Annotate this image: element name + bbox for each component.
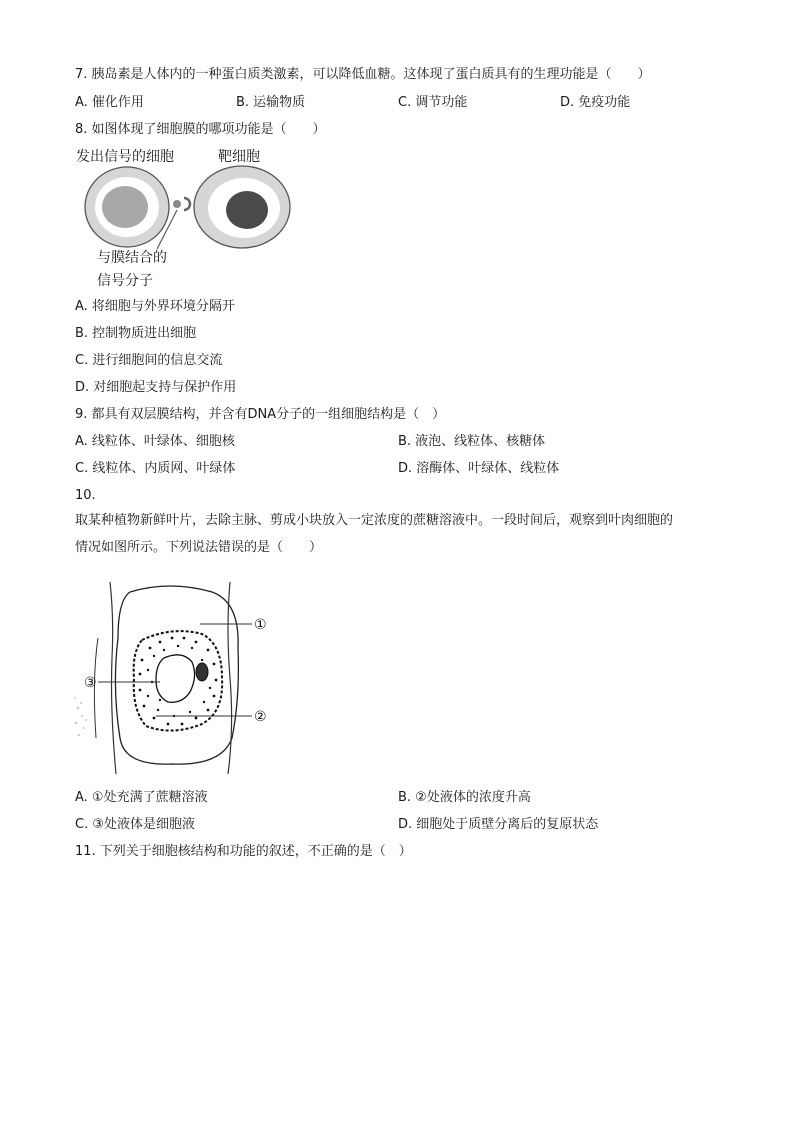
question-7-stem: 7. 胰岛素是人体内的一种蛋白质类激素，可以降低血糖。这体现了蛋白质具有的生理功能是（ ） bbox=[75, 67, 651, 82]
question-9-stem: 9. 都具有双层膜结构，并含有DNA分子的一组细胞结构是（ ） bbox=[75, 407, 446, 422]
q9-option-c: C. 线粒体、内质网、叶绿体 bbox=[75, 461, 236, 476]
figure-label-2: ② bbox=[254, 709, 267, 725]
q10-option-d: D. 细胞处于质壁分离后的复原状态 bbox=[398, 817, 599, 832]
question-8-stem: 8. 如图体现了细胞膜的哪项功能是（ ） bbox=[75, 122, 326, 137]
target-cell-label: 靶细胞 bbox=[218, 149, 260, 165]
q10-option-b: B. ②处液体的浓度升高 bbox=[398, 790, 531, 805]
q9-option-b: B. 液泡、线粒体、核糖体 bbox=[398, 434, 546, 449]
signal-cell bbox=[85, 167, 169, 247]
figure-label-1: ① bbox=[254, 617, 267, 633]
figure-label-3: ③ bbox=[84, 675, 97, 691]
question-11-stem: 11. 下列关于细胞核结构和功能的叙述，不正确的是（ ） bbox=[75, 844, 412, 859]
q9-option-a: A. 线粒体、叶绿体、细胞核 bbox=[75, 434, 235, 449]
q8-option-a: A. 将细胞与外界环境分隔开 bbox=[75, 299, 235, 314]
q8-option-d: D. 对细胞起支持与保护作用 bbox=[75, 380, 237, 395]
cell-signaling-figure bbox=[80, 165, 295, 250]
q7-option-d: D. 免疫功能 bbox=[560, 95, 631, 110]
question-10-stem-line1: 取某种植物新鲜叶片，去除主脉、剪成小块放入一定浓度的蔗糖溶液中。一段时间后，观察到叶肉细胞的 bbox=[75, 513, 674, 528]
q8-option-b: B. 控制物质进出细胞 bbox=[75, 326, 197, 341]
figure-noise bbox=[74, 697, 87, 736]
nucleus bbox=[196, 663, 208, 681]
q8-option-c: C. 进行细胞间的信息交流 bbox=[75, 353, 223, 368]
molecule-label-line2: 信号分子 bbox=[97, 273, 153, 289]
q7-option-c: C. 调节功能 bbox=[398, 95, 468, 110]
q10-option-c: C. ③处液体是细胞液 bbox=[75, 817, 195, 832]
target-cell bbox=[194, 166, 290, 248]
signal-molecule bbox=[173, 198, 190, 210]
question-10-stem-line2: 情况如图所示。下列说法错误的是（ ） bbox=[75, 540, 323, 555]
signal-cell-label: 发出信号的细胞 bbox=[76, 149, 174, 165]
q9-option-d: D. 溶酶体、叶绿体、线粒体 bbox=[398, 461, 560, 476]
molecule-label-line1: 与膜结合的 bbox=[97, 250, 167, 266]
q7-option-b: B. 运输物质 bbox=[236, 95, 306, 110]
question-10-number: 10. bbox=[75, 488, 96, 503]
q10-option-a: A. ①处充满了蔗糖溶液 bbox=[75, 790, 208, 805]
plasmolysis-cell-figure bbox=[72, 578, 272, 778]
q7-option-a: A. 催化作用 bbox=[75, 95, 144, 110]
